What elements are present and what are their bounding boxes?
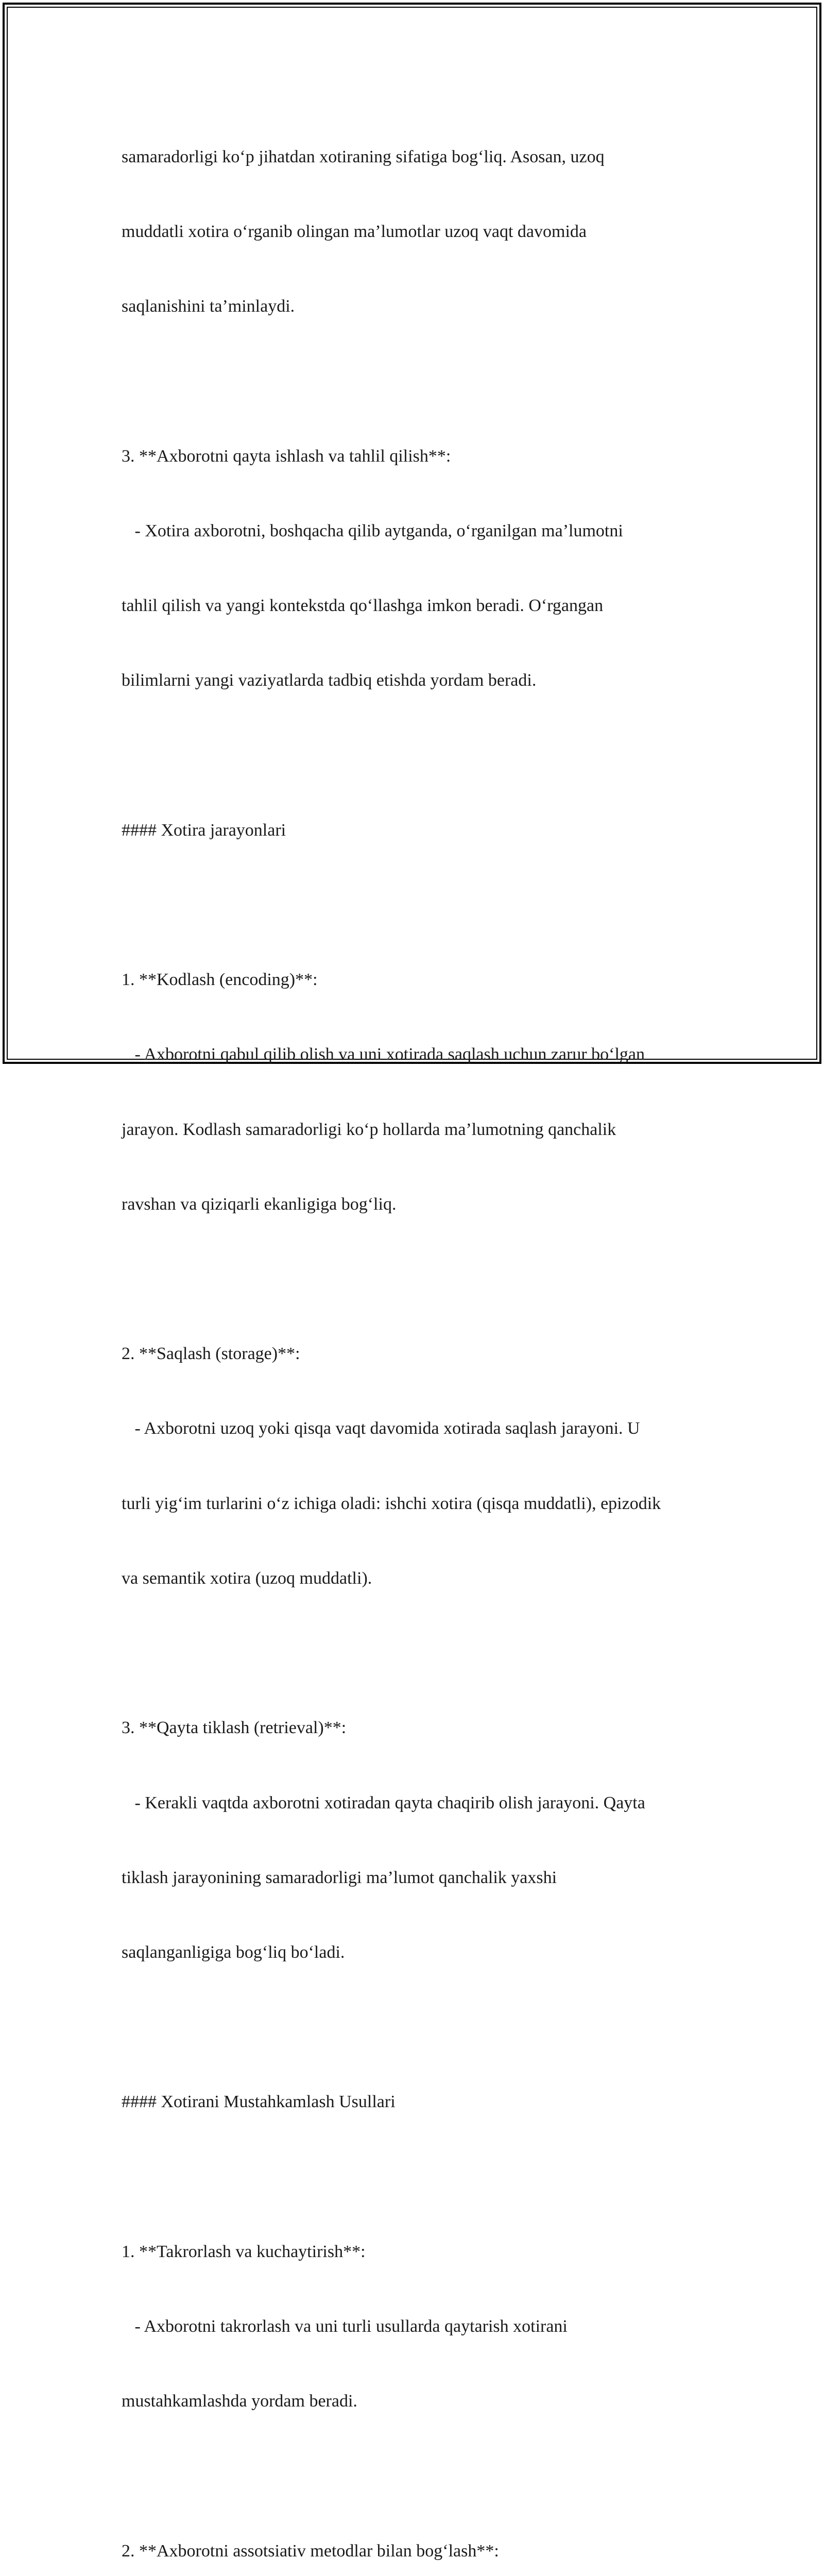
- text-line: - Kerakli vaqtda axborotni xotiradan qayta chaqirib olish jarayoni. Qayta: [122, 1793, 645, 1812]
- text-line: saqlanganligiga bog‘liq bo‘ladi.: [122, 1942, 345, 1962]
- paragraph-continuation: [122, 95, 729, 369]
- text-line: samaradorligi ko‘p jihatdan xotiraning sifatiga bog‘liq. Asosan, uzoq: [122, 147, 605, 166]
- list-item-heading: 2. **Saqlash (storage)**:: [122, 1344, 300, 1364]
- list-item-heading: 1. **Kodlash (encoding)**:: [122, 970, 318, 990]
- text-line: muddatli xotira o‘rganib olingan ma’lumotlar uzoq vaqt davomida: [122, 222, 587, 242]
- list-item-encoding: [122, 918, 729, 1267]
- text-line: bilimlarni yangi vaziyatlarda tadbiq etishda yordam beradi.: [122, 671, 537, 690]
- list-item-storage: [122, 1292, 729, 1641]
- text-line: mustahkamlashda yordam beradi.: [122, 2392, 357, 2411]
- list-item-repetition: [122, 2190, 729, 2464]
- text-line: turli yig‘im turlarini o‘z ichiga oladi: ishchi xotira (qisqa muddatli), epizodik: [122, 1494, 661, 1513]
- text-line: - Xotira axborotni, boshqacha qilib aytganda, o‘rganilgan ma’lumotni: [122, 521, 623, 540]
- text-line: - Axborotni uzoq yoki qisqa vaqt davomida xotirada saqlash jarayoni. U: [122, 1419, 640, 1438]
- list-item-association: [122, 2489, 729, 2576]
- text-line: - Axborotni qabul qilib olish va uni xotirada saqlash uchun zarur bo‘lgan: [122, 1045, 645, 1064]
- text-line: va semantik xotira (uzoq muddatli).: [122, 1568, 372, 1588]
- section-heading: #### Xotirani Mustahkamlash Usullari: [122, 2092, 396, 2112]
- list-item-heading: 3. **Axborotni qayta ishlash va tahlil qilish**:: [122, 446, 451, 466]
- document-body: [122, 95, 729, 2576]
- list-item-processing: [122, 394, 729, 743]
- list-item-retrieval: [122, 1666, 729, 2015]
- text-line: ravshan va qiziqarli ekanligiga bog‘liq.: [122, 1194, 397, 1214]
- list-item-heading: 1. **Takrorlash va kuchaytirish**:: [122, 2242, 366, 2261]
- list-item-heading: 2. **Axborotni assotsiativ metodlar bilan bog‘lash**:: [122, 2541, 499, 2561]
- text-line: tahlil qilish va yangi kontekstda qo‘llashga imkon beradi. O‘rgangan: [122, 596, 604, 616]
- section-heading: #### Xotira jarayonlari: [122, 820, 286, 840]
- section-heading-strengthening-methods: [122, 2040, 729, 2165]
- section-heading-memory-processes: [122, 768, 729, 893]
- text-line: tiklash jarayonining samaradorligi ma’lumot qanchalik yaxshi: [122, 1868, 557, 1887]
- text-line: saqlanishini ta’minlaydi.: [122, 297, 295, 316]
- text-line: jarayon. Kodlash samaradorligi ko‘p hollarda ma’lumotning qanchalik: [122, 1120, 616, 1139]
- list-item-heading: 3. **Qayta tiklash (retrieval)**:: [122, 1718, 347, 1738]
- text-line: - Axborotni takrorlash va uni turli usullarda qaytarish xotirani: [122, 2317, 568, 2336]
